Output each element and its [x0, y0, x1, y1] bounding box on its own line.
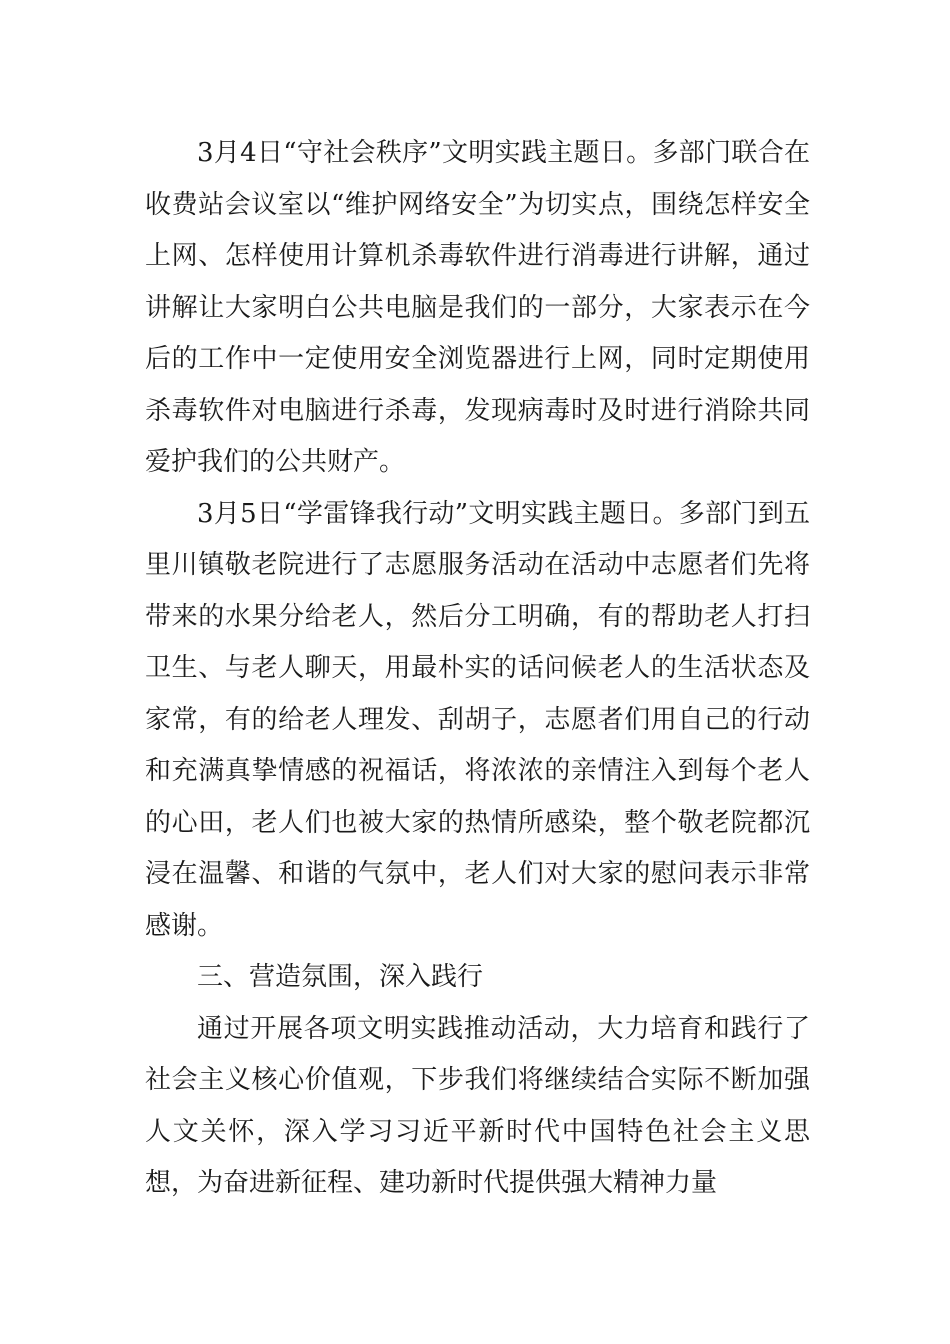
paragraph-march-5-activity: 3月5日“学雷锋我行动”文明实践主题日。多部门到五里川镇敬老院进行了志愿服务活动在活动中志愿者们先将带来的水果分给老人，然后分工明确，有的帮助老人打扫卫生、与老人聊天，用最朴实的话问候老人的生活状态及家常，有的给老人理发、刮胡子，志愿者们用自己的行动和充满真挚情感的祝福话，将浓浓的亲情注入到每个老人的心田，老人们也被大家的热情所感染，整个敬老院都沉浸在温馨、和谐的气氛中，老人们对大家的慰问表示非常感谢。: [145, 498, 810, 941]
document-page: [145, 128, 810, 1210]
paragraph-conclusion: 通过开展各项文明实践推动活动，大力培育和践行了社会主义核心价值观，下步我们将继续结合实际不断加强人文关怀，深入学习习近平新时代中国特色社会主义思想，为奋进新征程、建功新时代提供强大精神力量: [145, 1013, 810, 1198]
paragraph-march-4-activity: 3月4日“守社会秩序”文明实践主题日。多部门联合在收费站会议室以“维护网络安全”为切实点，围绕怎样安全上网、怎样使用计算机杀毒软件进行消毒进行讲解，通过讲解让大家明白公共电脑是我们的一部分，大家表示在今后的工作中一定使用安全浏览器进行上网，同时定期使用杀毒软件对电脑进行杀毒，发现病毒时及时进行消除共同爱护我们的公共财产。: [145, 138, 810, 477]
section-heading-three: 三、营造氛围，深入践行: [197, 962, 484, 992]
